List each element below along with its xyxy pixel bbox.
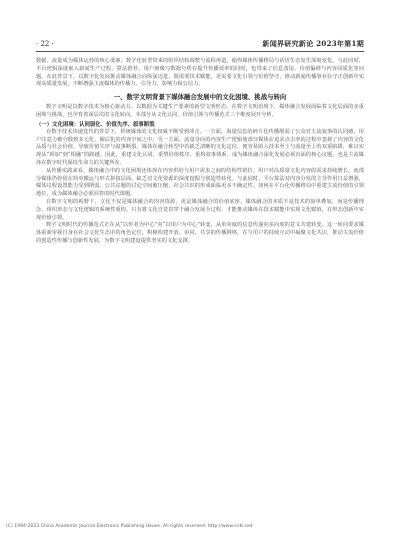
journal-name: 新闻界研究新论 2023年第1期 (262, 39, 364, 48)
paragraph-body-4: 数字文明时代的传播范式正在从“以传者为中心”向“以用户为中心”转变，从单向度的信息传递向多向度的意义共建转变。这一转向要求媒体重新审视自身在社会文化生态中的角色定位，积极构建开放、协同、共享的传播网络，在与用户的持续互动中凝聚文化共识，推动主流价值的创造性传播与创新性发展，为数字文明建设提供坚实的文化支撑。 (36, 222, 364, 244)
paragraph-body-2: 从传播实践来看，媒体融合中的文化困境还体现在内容供给与用户需求之间的结构性错位。用户对高质量文化内容的需求持续增长，而部分媒体仍停留在简单搬运与形式拼接层面，缺乏对文化资源的深度挖掘与创造性转化。与此同时，平台算法对内容分发的主导作用日益增强，媒体议程设置能力受到削弱，公共议题的讨论空间被压缩，社会共识的形成面临更多不确定性。如何在平台化传播格局中重建主流价值的引领地位，成为媒体融合必须回答的时代课题。 (36, 167, 364, 198)
running-header (36, 38, 364, 50)
paragraph-section-intro: 数字文明是以数字技术为核心驱动力、以数据为关键生产要素的新型文明形态。在数字文明语境下，媒体融合发展面临着文化层面的多重困境与挑战，也孕育着深层次的文化转向。本部分从文化认同、价值引领与传播范式三个维度展开分析。 (36, 104, 364, 118)
article-body (36, 58, 364, 246)
paragraph-intro: 数据、流量成为媒体运营的核心要素，数字化转型带来的组织结构调整与流程再造，使得媒体传播格局与话语生态发生深刻变化。与此同时，平台逻辑深度嵌入新闻生产过程，算法推荐、用户画像与数据分析在提升传播效率的同时，也带来了信息茧房、价值偏移与内容同质化等问题。在此背景下，以数字化发展推动媒体融合向纵深迈进，既需要技术赋能，更需要文化引领与价值坚守，推动新闻传播事业在守正创新中实现高质量发展，不断增强主流媒体的传播力、引导力、影响力和公信力。 (36, 58, 364, 88)
copyright-footer: (C) 1994-2023 China Academic Journal Electronic Publishing House. All rights reserved. http://www.cnki.net (6, 524, 253, 529)
page-number: · 22 · (36, 40, 54, 48)
subsection-heading: （一）文化困境：认同弱化、价值失序、叙事断裂 (36, 121, 155, 128)
paragraph-body-1: 在数字技术快速迭代的背景下，传统媒体的文化权威不断受到冲击。一方面，海量信息的碎片化传播削弱了公众对主流叙事的认同感，用户注意力被分散到多元化、圈层化的内容空间之中；另一方面，流量导向的内容生产逻辑使部分媒体在追求点击率的过程中忽视了内容的文化品质与社会价值，导致价值失序与叙事断裂。媒体在融合转型中若缺乏清晰的文化定位，便容易陷入技术至上与流量至上的双重陷阱，难以实现从“相加”到“相融”的跨越。因此，重建文化认同、重塑价值秩序、重构叙事体系，成为媒体融合深化发展必须直面的核心议题，也是主流媒体在数字时代保持生命力的关键所在。 (36, 128, 364, 166)
header-divider (36, 51, 364, 52)
paragraph-body-3: 在数字文明的视野下，文化不仅是媒体融合的内容资源，更是媒体融合的价值底座。媒体融合的本质不是技术的简单叠加，而是传播理念、组织形态与文化逻辑的系统性重构。只有将文化自觉贯穿于融合发展全过程，才能推动媒体在技术赋能中实现文化赋值，在形态创新中实现价值引领。 (36, 198, 364, 221)
section-heading: 一、数字文明背景下媒体融合发展中的文化困境、挑战与转向 (113, 93, 287, 102)
